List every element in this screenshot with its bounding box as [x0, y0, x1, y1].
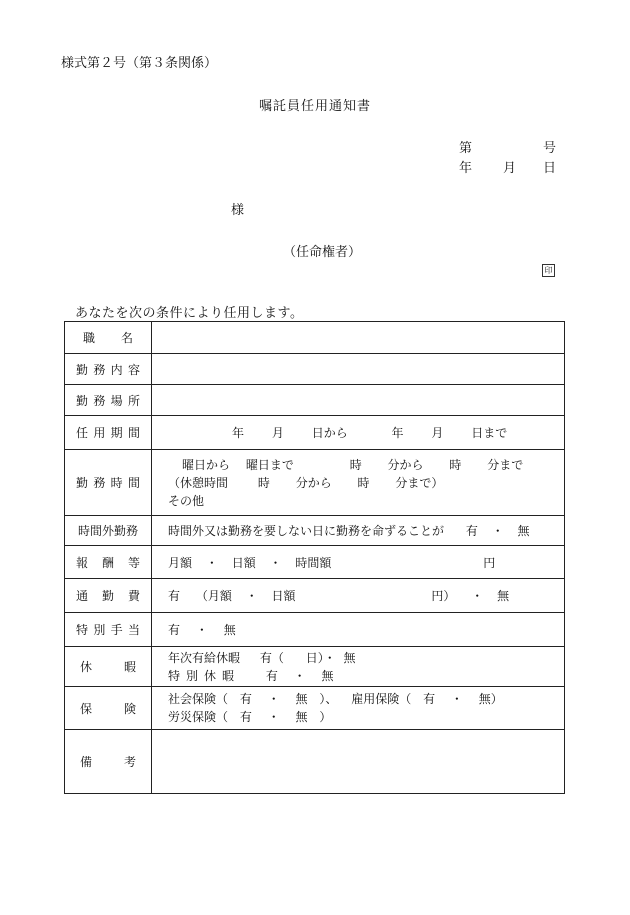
duties-field[interactable] — [152, 354, 565, 385]
table-row — [65, 416, 565, 450]
table-row — [65, 385, 565, 416]
seal-icon: 印 — [542, 264, 555, 277]
period-field[interactable]: 年 月 日から 年 月 日まで — [152, 416, 565, 450]
intro-text: あなたを次の条件により任用します。 — [75, 306, 304, 321]
date-day-label: 日 — [543, 161, 557, 176]
form-number: 様式第２号（第３条関係） — [61, 56, 218, 71]
pay-field[interactable]: 月額 ・ 日額 ・ 時間額 円 — [152, 546, 565, 579]
commute-label: 通勤費 — [65, 579, 152, 613]
location-field[interactable] — [152, 385, 565, 416]
leave-label: 休暇 — [65, 647, 152, 687]
table-row — [65, 450, 565, 516]
table-row — [65, 579, 565, 613]
table-row — [65, 613, 565, 647]
remarks-field[interactable] — [152, 730, 565, 794]
period-label: 任用期間 — [65, 416, 152, 450]
document-number-prefix: 第 — [459, 141, 473, 156]
commute-field[interactable]: 有 （月額 ・ 日額 円） ・ 無 — [152, 579, 565, 613]
position-label: 職名 — [65, 322, 152, 354]
table-row — [65, 322, 565, 354]
table-row — [65, 687, 565, 730]
insurance-label: 保険 — [65, 687, 152, 730]
table-row — [65, 546, 565, 579]
table-row — [65, 730, 565, 794]
date-year-label: 年 — [459, 161, 473, 176]
table-row — [65, 354, 565, 385]
table-row — [65, 516, 565, 546]
hours-label: 勤務時間 — [65, 450, 152, 516]
insurance-field[interactable]: 社会保険（ 有 ・ 無 ）、 雇用保険（ 有 ・ 無） 労災保険（ 有 ・ 無 ） — [152, 687, 565, 730]
appointing-authority: （任命権者） — [283, 245, 362, 260]
allowance-label: 特別手当 — [65, 613, 152, 647]
date-month-label: 月 — [503, 161, 517, 176]
addressee-honorific: 様 — [231, 203, 245, 218]
position-field[interactable] — [152, 322, 565, 354]
location-label: 勤務場所 — [65, 385, 152, 416]
document-number-suffix: 号 — [543, 141, 557, 156]
terms-table — [64, 321, 565, 794]
table-row — [65, 647, 565, 687]
overtime-field[interactable]: 時間外又は勤務を要しない日に勤務を命ずることが 有 ・ 無 — [152, 516, 565, 546]
leave-field[interactable]: 年次有給休暇 有（ 日）・ 無 特別休暇 有 ・ 無 — [152, 647, 565, 687]
overtime-label: 時間外勤務 — [65, 516, 152, 546]
pay-label: 報酬等 — [65, 546, 152, 579]
allowance-field[interactable]: 有 ・ 無 — [152, 613, 565, 647]
duties-label: 勤務内容 — [65, 354, 152, 385]
remarks-label: 備考 — [65, 730, 152, 794]
hours-field[interactable]: 曜日から 曜日まで 時 分から 時 分まで （休憩時間 時 分から 時 分まで） その他 — [152, 450, 565, 516]
document-title: 嘱託員任用通知書 — [258, 99, 371, 114]
